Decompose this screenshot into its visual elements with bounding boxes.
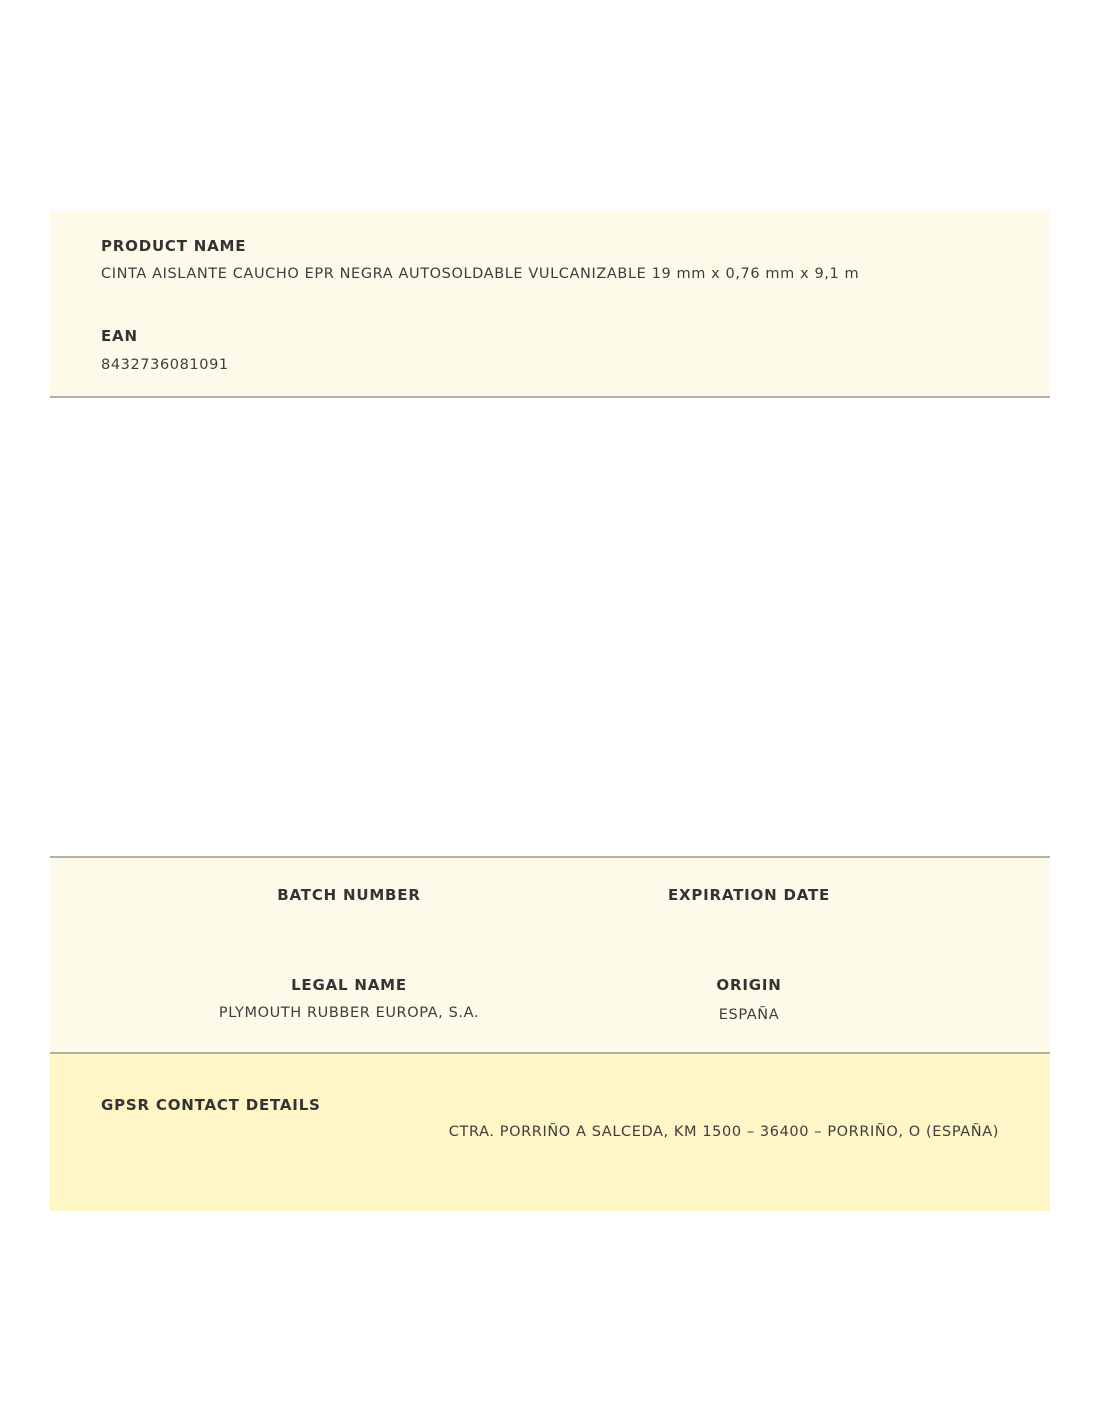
legal-name-label: LEGAL NAME	[291, 976, 407, 994]
gpsr-contact-label: GPSR CONTACT DETAILS	[101, 1096, 321, 1114]
origin-value: ESPAÑA	[718, 1007, 780, 1023]
gpsr-address-value: CTRA. PORRIÑO A SALCEDA, KM 1500 – 36400 – PORRIÑO, O (ESPAÑA)	[448, 1124, 999, 1140]
origin-label: ORIGIN	[716, 976, 782, 994]
batch-number-label: BATCH NUMBER	[277, 886, 421, 904]
product-name-value: CINTA AISLANTE CAUCHO EPR NEGRA AUTOSOLDABLE VULCANIZABLE 19 mm x 0,76 mm x 9,1 m	[101, 266, 860, 282]
product-info-panel	[50, 211, 1050, 398]
legal-name-value: PLYMOUTH RUBBER EUROPA, S.A.	[218, 1005, 480, 1021]
product-name-label: PRODUCT NAME	[101, 237, 247, 255]
gpsr-contact-panel	[50, 1054, 1050, 1211]
ean-value: 8432736081091	[101, 357, 229, 373]
batch-details-panel	[50, 856, 1050, 1054]
expiration-date-label: EXPIRATION DATE	[667, 886, 831, 904]
ean-label: EAN	[101, 327, 138, 345]
